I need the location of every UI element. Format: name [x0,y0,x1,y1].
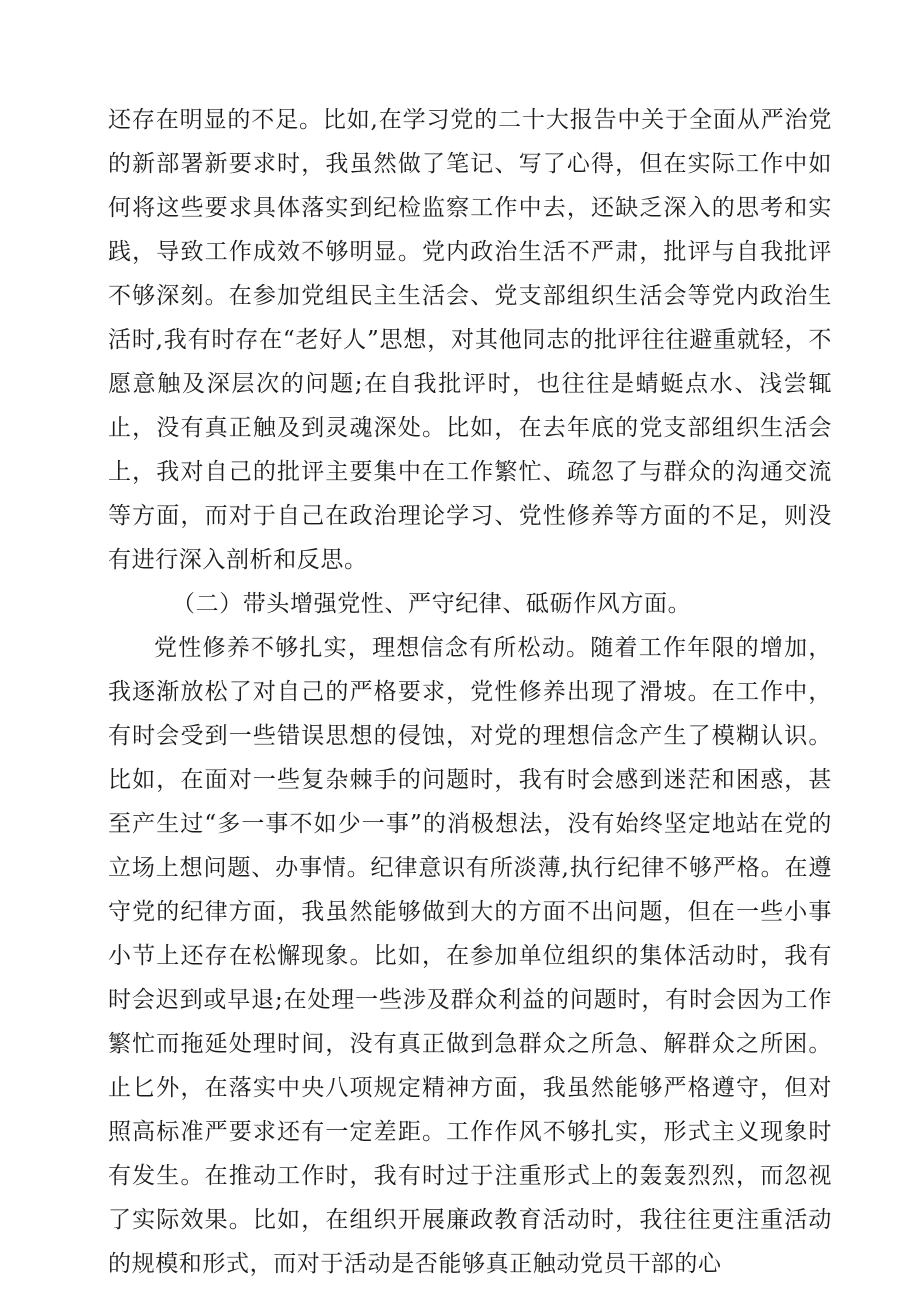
paragraph-shortcomings-continued: 还存在明显的不足。比如,在学习党的二十大报告中关于全面从严治党的新部署新要求时，我虽然做了笔记、写了心得，但在实际工作中如何将这些要求具体落实到纪检监察工作中去，还缺乏深入的思考和实践，导致工作成效不够明显。党内政治生活不严肃，批评与自我批评不够深刻。在参加党组民主生活会、党支部组织生活会等党内政治生活时,我有时存在“老好人”思想，对其他同志的批评往往避重就轻，不愿意触及深层次的问题;在自我批评时，也往往是蜻蜓点水、浅尝辄止，没有真正触及到灵魂深处。比如，在去年底的党支部组织生活会上，我对自己的批评主要集中在工作繁忙、疏忽了与群众的沟通交流等方面，而对于自己在政治理论学习、党性修养等方面的不足，则没有进行深入剖析和反思。 [108,107,832,573]
document-body [108,98,832,1286]
paragraph-party-spirit: 党性修养不够扎实，理想信念有所松动。随着工作年限的增加，我逐渐放松了对自己的严格要求，党性修养出现了滑坡。在工作中，有时会受到一些错误思想的侵蚀，对党的理想信念产生了模糊认识。比如，在面对一些复杂棘手的问题时，我有时会感到迷茫和困惑，甚至产生过“多一事不如少一事”的消极想法，没有始终坚定地站在党的立场上想问题、办事情。纪律意识有所淡薄,执行纪律不够严格。在遵守党的纪律方面，我虽然能够做到大的方面不出问题，但在一些小事小节上还存在松懈现象。比如，在参加单位组织的集体活动时，我有时会迟到或早退;在处理一些涉及群众利益的问题时，有时会因为工作繁忙而拖延处理时间，没有真正做到急群众之所急、解群众之所困。止匕外，在落实中央八项规定精神方面，我虽然能够严格遵守，但对照高标准严要求还有一定差距。工作作风不够扎实，形式主义现象时有发生。在推动工作时，我有时过于注重形式上的轰轰烈烈，而忽视了实际效果。比如，在组织开展廉政教育活动时，我往往更注重活动的规模和形式，而对于活动是否能够真正触动党员干部的心 [108,635,832,1277]
section-heading-2: （二）带头增强党性、严守纪律、砥砺作风方面。 [172,591,692,617]
